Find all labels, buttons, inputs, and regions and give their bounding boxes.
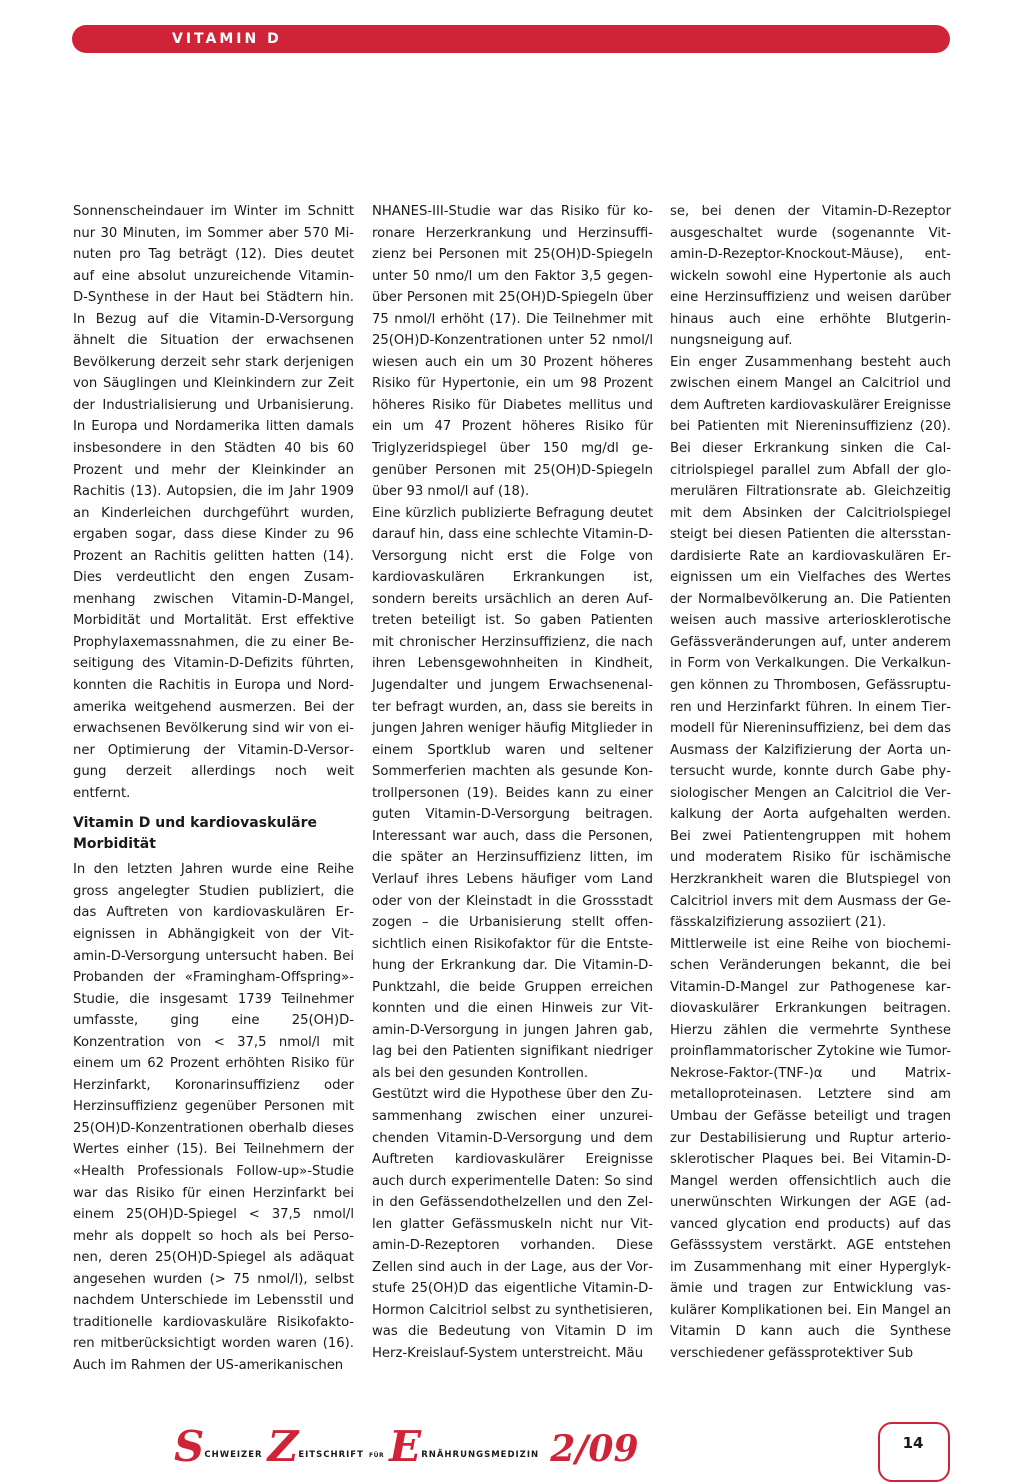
issue-number: 2/09 [550,1428,639,1470]
text-column-2 [372,201,653,1365]
logo-letter-e: E [389,1422,422,1471]
section-heading: Vitamin D und kardiovaskuläre Morbidität [73,815,318,853]
paragraph: Ein enger Zusammenhang besteht auch zwischen einem Mangel an Calcitriol und dem Auftreten kardiovaskulärer Ereignisse bei Patienten mit Niereninsuffizienz (20). Bei dieser Erkrankung sinken die Calcitriolspiegel parallel zum Abfall der glomerulären Filtrationsrate ab. Gleichzeitig mit dem Absinken der Calcitriolspiegel steigt bei diesen Patienten die altersstandardisierte Rate an kardiovaskulären Ereignissen um ein Vielfaches des Wertes der Normalbevölkerung an. Die Patienten weisen auch massive arteriosklerotische Gefässveränderungen auf, unter anderem in Form von Verkalkungen. Die Verkalkungen können zu Thrombosen, Gefässrupturen und Herzinfarkt führen. In einem Tiermodell für Niereninsuffizienz, bei dem das Ausmass der Kalzifizierung der Aorta untersucht wurde, konnte durch Gabe physiologischer Mengen an Calcitriol die Verkalkung der Aorta aufgehalten werden. Bei zwei Patientengruppen mit hohem und moderatem Risiko für ischämische Herzkrankheit waren die Blutspiegel von Calcitriol invers mit dem Ausmass der Gefässkalzifizierung assoziiert (21). [670,354,951,931]
section-title: VITAMIN D [172,31,282,47]
journal-logo [174,1422,639,1470]
page-number-badge [878,1422,950,1482]
logo-word-zeitschrift: EITSCHRIFT [298,1450,364,1460]
paragraph: se, bei denen der Vitamin-D-Rezeptor ausgeschaltet wurde (sogenannte Vitamin-D-Rezeptor-Knockout-Mäuse), entwickeln sowohl eine Hypertonie als auch eine Herzinsuffizienz und weisen darüber hinaus auch eine erhöhte Blutgerinnungsneigung auf. [670,204,951,349]
paragraph: Sonnenscheindauer im Winter im Schnitt nur 30 Minuten, im Sommer aber 570 Minuten pro Tag beträgt (12). Dies deutet auf eine absolut unzureichende Vitamin-D-Synthese in der Haut bei Städtern hin. In Bezug auf die Vitamin-D-Versorgung ähnelt die Situation der erwachsenen Bevölkerung derzeit sehr stark derjenigen von Säuglingen und Kleinkindern zur Zeit der Industrialisierung und Urbanisierung. In Europa und Nordamerika litten damals insbesondere in den Städten 40 bis 60 Prozent und mehr der Kleinkinder an Rachitis (13). Autopsien, die im Jahr 1909 an Kinderleichen durchgeführt wurden, ergaben sogar, dass diese Kinder zu 96 Prozent an Rachitis gelitten hatten (14). Dies verdeutlicht den engen Zusammenhang zwischen Vitamin-D-Mangel, Morbidität und Mortalität. Erst effektive Prophylaxemassnahmen, die zu einer Beseitigung des Vitamin-D-Defizits führten, konnten die Rachitis in Europa und Nordamerika weitgehend ausmerzen. Bei der erwachsenen Bevölkerung sind wir von einer Optimierung der Vitamin-D-Versorgung derzeit allerdings noch weit entfernt. [73,204,354,801]
paragraph: Mittlerweile ist eine Reihe von biochemischen Veränderungen bekannt, die bei Vitamin-D-Mangel zur Pathogenese kardiovaskulärer Erkrankungen beitragen. Hierzu zählen die vermehrte Synthese proinflammatorischer Zytokine wie Tumor-Nekrose-Faktor-(TNF-)α und Matrixmetalloproteinasen. Letztere sind am Umbau der Gefässe beteiligt und tragen zur Destabilisierung und Ruptur arteriosklerotischer Plaques bei. Bei Vitamin-D-Mangel werden offensichtlich auch die unerwünschten Wirkungen der AGE (advanced glycation end products) auf das Gefässsystem verstärkt. AGE entstehen im Zusammenhang mit einer Hyperglykämie und tragen zur Entwicklung vaskulärer Komplikationen bei. Ein Mangel an Vitamin D kann auch die Synthese verschiedener gefässprotektiver Sub [670,936,951,1361]
text-column-3 [670,201,951,1365]
text-column-1 [73,201,354,1376]
header-bar [72,25,950,53]
page-number: 14 [902,1434,924,1452]
logo-letter-z: Z [267,1422,299,1471]
logo-word-ernaehrungsmedizin: RNÄHRUNGSMEDIZIN [421,1450,540,1460]
paragraph: NHANES-III-Studie war das Risiko für koronare Herzerkrankung und Herzinsuffizienz bei Personen mit 25(OH)D-Spiegeln unter 50 nmo/l um den Faktor 3,5 gegenüber Personen mit 25(OH)D-Spiegeln über 75 nmol/l erhöht (17). Die Teilnehmer mit 25(OH)D-Konzentrationen unter 52 nmol/l wiesen auch ein um 30 Prozent höheres Risiko für Hypertonie, ein um 98 Prozent höheres Risiko für Diabetes mellitus und ein um 47 Prozent höheres Risiko für Triglyzeridspiegel über 150 mg/dl gegenüber Personen mit 25(OH)D-Spiegeln über 93 nmol/l auf (18). [372,204,653,500]
paragraph: In den letzten Jahren wurde eine Reihe gross angelegter Studien publiziert, die das Auftreten von kardiovaskulären Ereignissen in Abhängigkeit von der Vitamin-D-Versorgung untersucht haben. Bei Probanden der «Framingham-Offspring»-Studie, die insgesamt 1739 Teilnehmer umfasste, ging eine 25(OH)D-Konzentration von < 37,5 nmol/l mit einem um 62 Prozent erhöhten Risiko für Herzinfarkt, Koronarinsuffizienz oder Herzinsuffizienz gegenüber Personen mit 25(OH)D-Konzentrationen oberhalb dieses Wertes einher (15). Bei Teilnehmern der «Health Professionals Follow-up»-Studie war das Risiko für einen Herzinfarkt bei einem 25(OH)D-Spiegel < 37,5 nmol/l mehr als doppelt so hoch als bei Personen, deren 25(OH)D-Spiegel als adäquat angesehen wurden (> 75 nmol/l), selbst nachdem Unterschiede im Lebensstil und traditionelle kardiovaskuläre Risikofaktoren mitberücksichtigt worden waren (16). Auch im Rahmen der US-amerikanischen [73,862,354,1373]
paragraph: Gestützt wird die Hypothese über den Zusammenhang zwischen einer unzureichenden Vitamin-D-Versorgung und dem Auftreten kardiovaskulärer Ereignisse auch durch experimentelle Daten: So sind in den Gefässendothelzellen und den Zellen glatter Gefässmuskeln nicht nur Vitamin-D-Rezeptoren vorhanden. Diese Zellen sind auch in der Lage, aus der Vorstufe 25(OH)D das eigentliche Vitamin-D-Hormon Calcitriol selbst zu synthetisieren, was die Bedeutung von Vitamin D im Herz-Kreislauf-System unterstreicht. Mäu [372,1087,653,1361]
logo-word-fuer: FÜR [368,1452,385,1459]
logo-letter-s: S [174,1422,205,1471]
logo-word-schweizer: CHWEIZER [204,1450,263,1460]
paragraph: Eine kürzlich publizierte Befragung deutet darauf hin, dass eine schlechte Vitamin-D-Versorgung nicht erst die Folge von kardiovaskulären Erkrankungen ist, sondern bereits ursächlich an deren Auftreten beteiligt ist. So gaben Patienten mit chronischer Herzinsuffizienz, die nach ihren Lebensgewohnheiten in Kindheit, Jugendalter und jungem Erwachsenenalter befragt wurden, an, dass sie bereits in jungen Jahren weniger häufig Mitglieder in einem Sportklub waren und seltener Sommerferien machten als gesunde Kontrollpersonen (19). Beides kann zu einer guten Vitamin-D-Versorgung beitragen. Interessant war auch, dass die Personen, die später an Herzinsuffizienz litten, im Verlauf ihres Lebens häufiger vom Land oder von der Kleinstadt in die Grossstadt zogen – die Urbanisierung stellt offensichtlich einen Risikofaktor für die Entstehung der Erkrankung dar. Die Vitamin-D-Punktzahl, die beide Gruppen erreichen konnten und die einen Hinweis zur Vitamin-D-Versorgung in jungen Jahren gab, lag bei den Patienten signifikant niedriger als bei den gesunden Kontrollen. [372,505,653,1081]
